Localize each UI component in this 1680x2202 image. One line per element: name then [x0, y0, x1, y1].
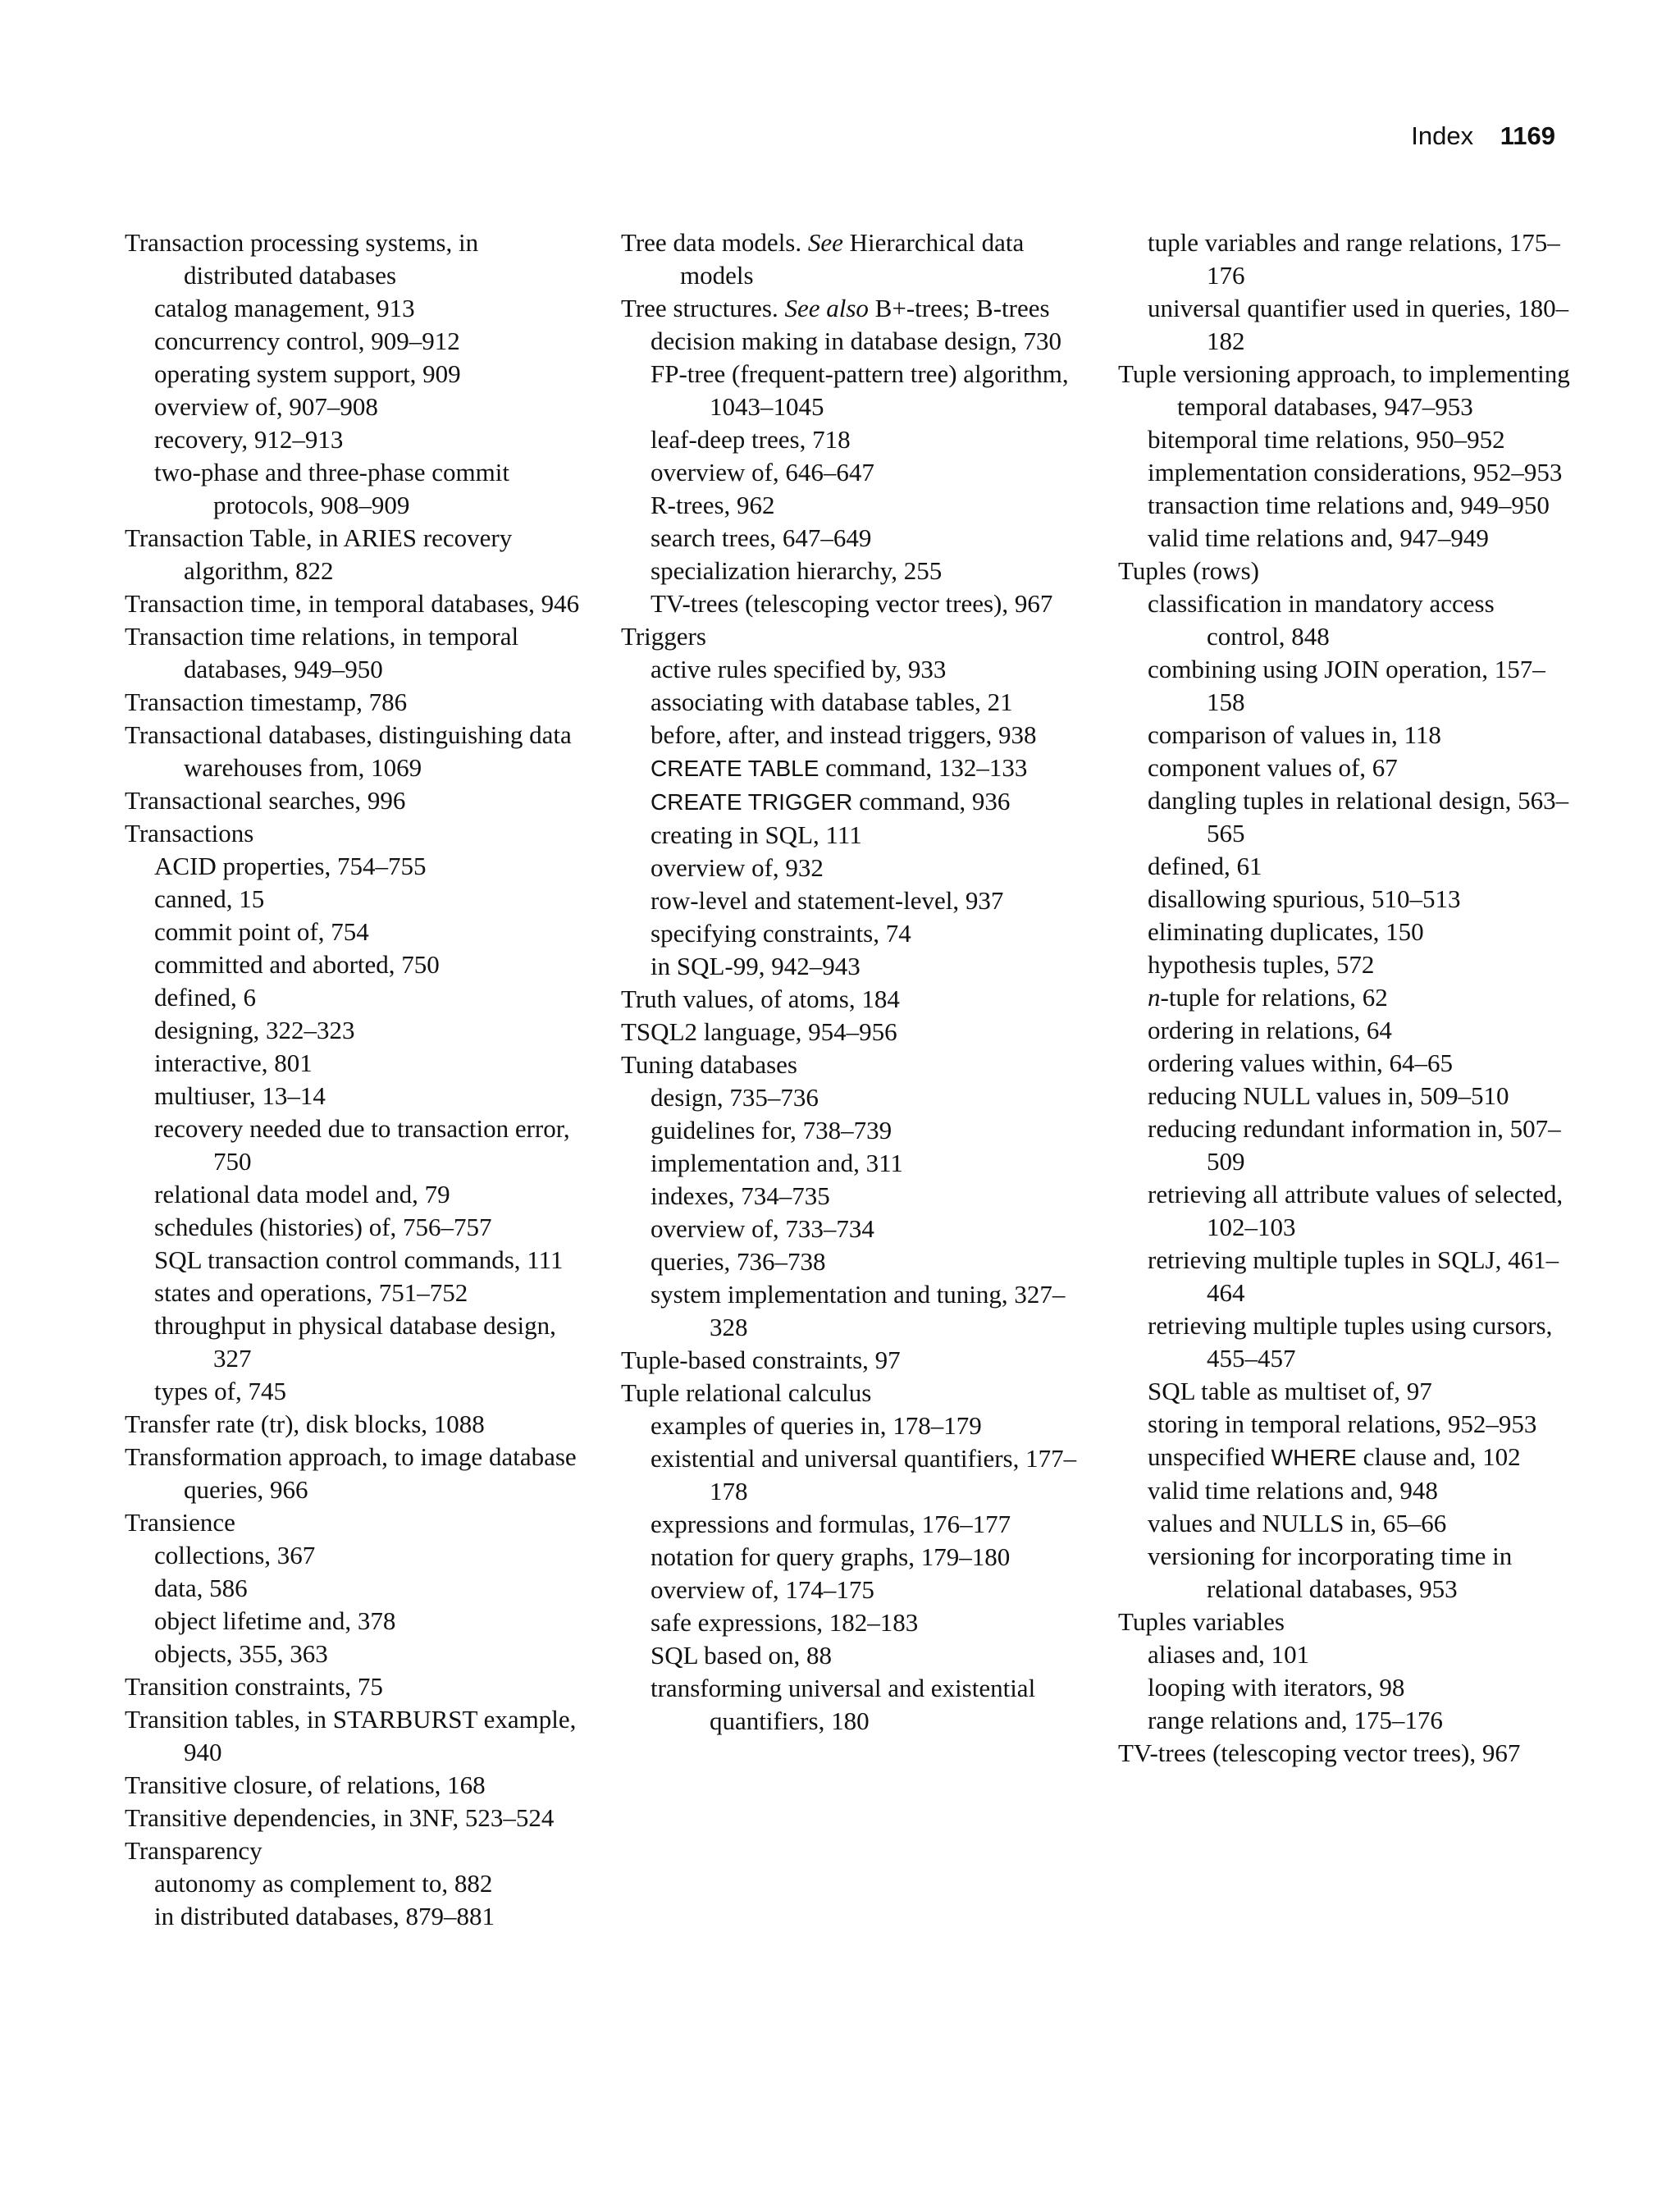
index-subentry: universal quantifier used in queries, 180–182 — [1148, 294, 1569, 355]
index-subentry: looping with iterators, 98 — [1148, 1673, 1405, 1702]
index-subentry: schedules (histories) of, 756–757 — [154, 1213, 492, 1241]
index-entry: Transaction processing systems, in distributed databases — [125, 228, 479, 290]
index-subentry: in SQL-99, 942–943 — [651, 952, 861, 980]
section-label: Index — [1411, 121, 1474, 150]
index-subentry: throughput in physical database design, 327 — [154, 1311, 556, 1373]
index-subentry: defined, 61 — [1148, 852, 1262, 880]
index-column-2 — [621, 226, 1080, 1738]
index-entry: Tuple versioning approach, to implementing temporal databases, 947–953 — [1118, 359, 1570, 421]
index-entry: Transactions — [125, 819, 254, 847]
index-subentry: in distributed databases, 879–881 — [154, 1902, 495, 1930]
index-subentry: indexes, 734–735 — [651, 1181, 830, 1210]
index-entry: Tuple-based constraints, 97 — [621, 1345, 901, 1374]
index-entry: TSQL2 language, 954–956 — [621, 1017, 897, 1046]
index-entry: Transactional databases, distinguishing data warehouses from, 1069 — [125, 720, 572, 782]
index-subentry: search trees, 647–649 — [651, 523, 872, 552]
index-subentry: associating with database tables, 21 — [651, 688, 1013, 716]
index-subentry: two-phase and three-phase commit protocols, 908–909 — [154, 458, 509, 519]
index-subentry: transaction time relations and, 949–950 — [1148, 491, 1550, 519]
index-subentry: TV-trees (telescoping vector trees), 967 — [651, 589, 1053, 618]
index-subentry: valid time relations and, 947–949 — [1148, 523, 1489, 552]
index-subentry: existential and universal quantifiers, 177–178 — [651, 1444, 1077, 1505]
index-entry: Tuples (rows) — [1118, 556, 1259, 585]
index-subentry: overview of, 174–175 — [651, 1575, 874, 1604]
index-subentry: ordering values within, 64–65 — [1148, 1048, 1453, 1077]
index-subentry: overview of, 733–734 — [651, 1214, 874, 1243]
index-subentry: concurrency control, 909–912 — [154, 327, 460, 355]
index-entry: Transitive dependencies, in 3NF, 523–524 — [125, 1803, 555, 1832]
index-subentry: types of, 745 — [154, 1377, 287, 1405]
index-subentry: catalog management, 913 — [154, 294, 415, 322]
index-subentry: CREATE TABLE command, 132–133 — [651, 753, 1028, 782]
index-subentry: objects, 355, 363 — [154, 1639, 328, 1668]
index-subentry: ACID properties, 754–755 — [154, 852, 427, 880]
index-subentry: design, 735–736 — [651, 1083, 819, 1112]
index-entry: Tree structures. See also B+-trees; B-trees — [621, 294, 1050, 322]
index-subentry: operating system support, 909 — [154, 359, 461, 388]
index-entry: Transaction Table, in ARIES recovery algorithm, 822 — [125, 523, 513, 585]
index-entry: Transfer rate (tr), disk blocks, 1088 — [125, 1409, 485, 1438]
index-entry: Tuning databases — [621, 1050, 797, 1079]
index-subentry: eliminating duplicates, 150 — [1148, 917, 1424, 946]
index-subentry: component values of, 67 — [1148, 753, 1398, 782]
index-subentry: guidelines for, 738–739 — [651, 1116, 892, 1144]
index-subentry: combining using JOIN operation, 157–158 — [1148, 655, 1545, 716]
index-subentry: specialization hierarchy, 255 — [651, 556, 943, 585]
index-entry: Transactional searches, 996 — [125, 786, 406, 815]
index-entry: Transitive closure, of relations, 168 — [125, 1770, 486, 1799]
index-column-1 — [125, 226, 584, 1933]
index-subentry: notation for query graphs, 179–180 — [651, 1542, 1011, 1571]
index-subentry: expressions and formulas, 176–177 — [651, 1510, 1011, 1538]
index-subentry: interactive, 801 — [154, 1048, 313, 1077]
index-subentry: data, 586 — [154, 1574, 248, 1602]
index-subentry: valid time relations and, 948 — [1148, 1476, 1438, 1505]
index-subentry: leaf-deep trees, 718 — [651, 425, 851, 454]
index-subentry: decision making in database design, 730 — [651, 327, 1062, 355]
index-subentry: committed and aborted, 750 — [154, 950, 440, 979]
index-subentry: reducing NULL values in, 509–510 — [1148, 1081, 1509, 1110]
index-column-3 — [1118, 226, 1577, 1770]
index-subentry: SQL based on, 88 — [651, 1641, 832, 1670]
index-subentry: retrieving multiple tuples in SQLJ, 461–464 — [1148, 1245, 1559, 1307]
index-subentry: SQL transaction control commands, 111 — [154, 1245, 564, 1274]
index-subentry: values and NULLS in, 65–66 — [1148, 1509, 1447, 1537]
index-subentry: specifying constraints, 74 — [651, 919, 911, 948]
index-entry: Truth values, of atoms, 184 — [621, 985, 900, 1013]
index-entry: Tuple relational calculus — [621, 1378, 872, 1407]
index-subentry: storing in temporal relations, 952–953 — [1148, 1409, 1537, 1438]
index-subentry: overview of, 907–908 — [154, 392, 378, 421]
index-entry: Transition constraints, 75 — [125, 1672, 383, 1701]
index-subentry: defined, 6 — [154, 983, 256, 1012]
index-subentry: R-trees, 962 — [651, 491, 775, 519]
index-subentry: FP-tree (frequent-pattern tree) algorithm, 1043–1045 — [651, 359, 1069, 421]
index-subentry: autonomy as complement to, 882 — [154, 1869, 493, 1898]
index-subentry: multiuser, 13–14 — [154, 1081, 326, 1110]
index-subentry: hypothesis tuples, 572 — [1148, 950, 1375, 979]
index-subentry: implementation and, 311 — [651, 1149, 903, 1177]
index-subentry: unspecified WHERE clause and, 102 — [1148, 1442, 1521, 1471]
index-subentry: retrieving all attribute values of selected, 102–103 — [1148, 1180, 1564, 1241]
index-subentry: ordering in relations, 64 — [1148, 1016, 1392, 1044]
index-subentry: bitemporal time relations, 950–952 — [1148, 425, 1505, 454]
page-number: 1169 — [1500, 121, 1555, 150]
index-subentry: tuple variables and range relations, 175–176 — [1148, 228, 1560, 290]
index-entry: Transparency — [125, 1836, 262, 1865]
index-subentry: transforming universal and existential quantifiers, 180 — [651, 1674, 1036, 1735]
index-subentry: queries, 736–738 — [651, 1247, 826, 1276]
index-entry: Transience — [125, 1508, 235, 1537]
index-entry: Transformation approach, to image database queries, 966 — [125, 1442, 577, 1504]
index-subentry: range relations and, 175–176 — [1148, 1706, 1443, 1734]
index-entry: Tree data models. See Hierarchical data models — [621, 228, 1025, 290]
index-subentry: commit point of, 754 — [154, 917, 369, 946]
index-subentry: before, after, and instead triggers, 938 — [651, 720, 1037, 749]
index-entry: Transition tables, in STARBURST example, 940 — [125, 1705, 577, 1766]
index-subentry: row-level and statement-level, 937 — [651, 886, 1004, 915]
index-entry: Tuples variables — [1118, 1607, 1285, 1636]
index-entry: TV-trees (telescoping vector trees), 967 — [1118, 1738, 1521, 1767]
index-subentry: active rules specified by, 933 — [651, 655, 947, 683]
index-subentry: overview of, 932 — [651, 853, 824, 882]
index-subentry: states and operations, 751–752 — [154, 1278, 468, 1307]
index-subentry: CREATE TRIGGER command, 936 — [651, 787, 1011, 815]
index-subentry: recovery, 912–913 — [154, 425, 344, 454]
index-subentry: creating in SQL, 111 — [651, 820, 862, 849]
index-subentry: object lifetime and, 378 — [154, 1606, 396, 1635]
index-subentry: n-tuple for relations, 62 — [1148, 983, 1388, 1012]
index-subentry: classification in mandatory access control, 848 — [1148, 589, 1495, 651]
index-subentry: safe expressions, 182–183 — [651, 1608, 919, 1637]
index-entry: Triggers — [621, 622, 706, 651]
index-subentry: versioning for incorporating time in relational databases, 953 — [1148, 1542, 1513, 1603]
index-entry: Transaction time, in temporal databases, 946 — [125, 589, 580, 618]
index-subentry: overview of, 646–647 — [651, 458, 874, 487]
index-subentry: retrieving multiple tuples using cursors, 455–457 — [1148, 1311, 1553, 1373]
index-subentry: reducing redundant information in, 507–509 — [1148, 1114, 1561, 1176]
index-entry: Transaction time relations, in temporal databases, 949–950 — [125, 622, 519, 683]
index-subentry: SQL table as multiset of, 97 — [1148, 1377, 1432, 1405]
index-subentry: comparison of values in, 118 — [1148, 720, 1441, 749]
index-subentry: dangling tuples in relational design, 563–565 — [1148, 786, 1569, 847]
index-subentry: recovery needed due to transaction error, 750 — [154, 1114, 570, 1176]
index-subentry: disallowing spurious, 510–513 — [1148, 884, 1461, 913]
index-subentry: examples of queries in, 178–179 — [651, 1411, 982, 1440]
index-entry: Transaction timestamp, 786 — [125, 688, 408, 716]
index-subentry: aliases and, 101 — [1148, 1640, 1310, 1669]
index-subentry: designing, 322–323 — [154, 1016, 355, 1044]
index-subentry: canned, 15 — [154, 884, 265, 913]
index-subentry: relational data model and, 79 — [154, 1180, 450, 1208]
index-subentry: implementation considerations, 952–953 — [1148, 458, 1563, 487]
index-subentry: system implementation and tuning, 327–328 — [651, 1280, 1066, 1341]
running-header — [1411, 121, 1555, 151]
index-subentry: collections, 367 — [154, 1541, 316, 1569]
